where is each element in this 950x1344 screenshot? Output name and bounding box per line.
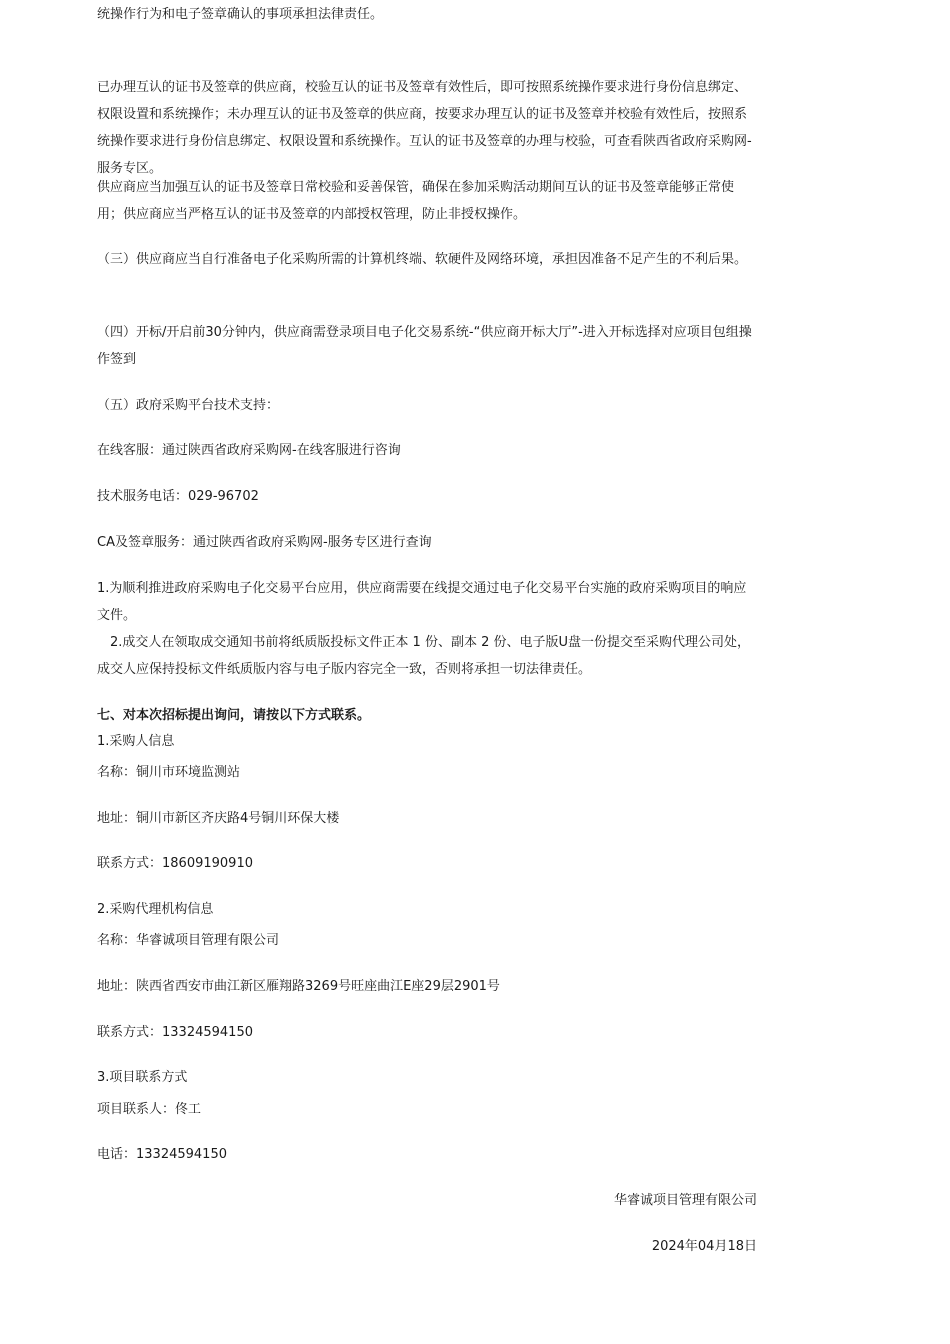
item-three: （三）供应商应当自行准备电子化采购所需的计算机终端、软硬件及网络环境，承担因准备不足产生的不利后果。: [97, 252, 748, 267]
ca-service: CA及签章服务：通过陕西省政府采购网-服务专区进行查询: [97, 535, 432, 550]
section-seven-title: 七、对本次招标提出询问，请按以下方式联系。: [97, 708, 371, 723]
project-phone: 电话：13324594150: [97, 1147, 227, 1162]
paragraph-top: 统操作行为和电子签章确认的事项承担法律责任。: [97, 7, 384, 22]
online-service: 在线客服：通过陕西省政府采购网-在线客服进行咨询: [97, 443, 401, 458]
agency-name: 名称：华睿诚项目管理有限公司: [97, 933, 280, 948]
paragraph-cert-mutual-recognition: 已办理互认的证书及签章的供应商，校验互认的证书及签章有效性后，即可按照系统操作要求进行身份信息绑定、权限设置和系统操作；未办理互认的证书及签章的供应商，按要求办理互认的证书及签章并校验有效性后，按照系统操作要求进行身份信息绑定、权限设置和系统操作。互认的证书及签章的办理与校验，可查看陕西省政府采购网-服务专区。: [97, 80, 752, 176]
agency-contact: 联系方式：13324594150: [97, 1025, 253, 1040]
paragraph-cert-custody: 供应商应当加强互认的证书及签章日常校验和妥善保管，确保在参加采购活动期间互认的证书及签章能够正常使用；供应商应当严格互认的证书及签章的内部授权管理，防止非授权操作。: [97, 180, 735, 222]
note-two: 2.成交人在领取成交通知书前将纸质版投标文件正本 1 份、副本 2 份、电子版U盘一份提交至采购代理公司处，成交人应保持投标文件纸质版内容与电子版内容完全一致，否则将承担一切法律责任。: [97, 635, 750, 677]
project-contact-person: 项目联系人：佟工: [97, 1102, 202, 1117]
purchaser-contact: 联系方式：18609190910: [97, 856, 253, 871]
agency-heading: 2.采购代理机构信息: [97, 902, 214, 917]
purchaser-heading: 1.采购人信息: [97, 734, 175, 749]
tech-service-phone: 技术服务电话：029-96702: [97, 489, 259, 504]
note-one: 1.为顺利推进政府采购电子化交易平台应用，供应商需要在线提交通过电子化交易平台实施的政府采购项目的响应文件。: [97, 581, 747, 623]
item-four: （四）开标/开启前30分钟内，供应商需登录项目电子化交易系统-“供应商开标大厅”-进入开标选择对应项目包组操作签到: [97, 325, 752, 367]
signature-date: 2024年04月18日: [651, 1239, 757, 1254]
purchaser-name: 名称：铜川市环境监测站: [97, 765, 241, 780]
agency-address: 地址：陕西省西安市曲江新区雁翔路3269号旺座曲江E座29层2901号: [97, 979, 500, 994]
project-heading: 3.项目联系方式: [97, 1070, 188, 1085]
purchaser-address: 地址：铜川市新区齐庆路4号铜川环保大楼: [97, 811, 340, 826]
item-five: （五）政府采购平台技术支持：: [97, 398, 280, 413]
signature-company: 华睿诚项目管理有限公司: [613, 1193, 757, 1208]
